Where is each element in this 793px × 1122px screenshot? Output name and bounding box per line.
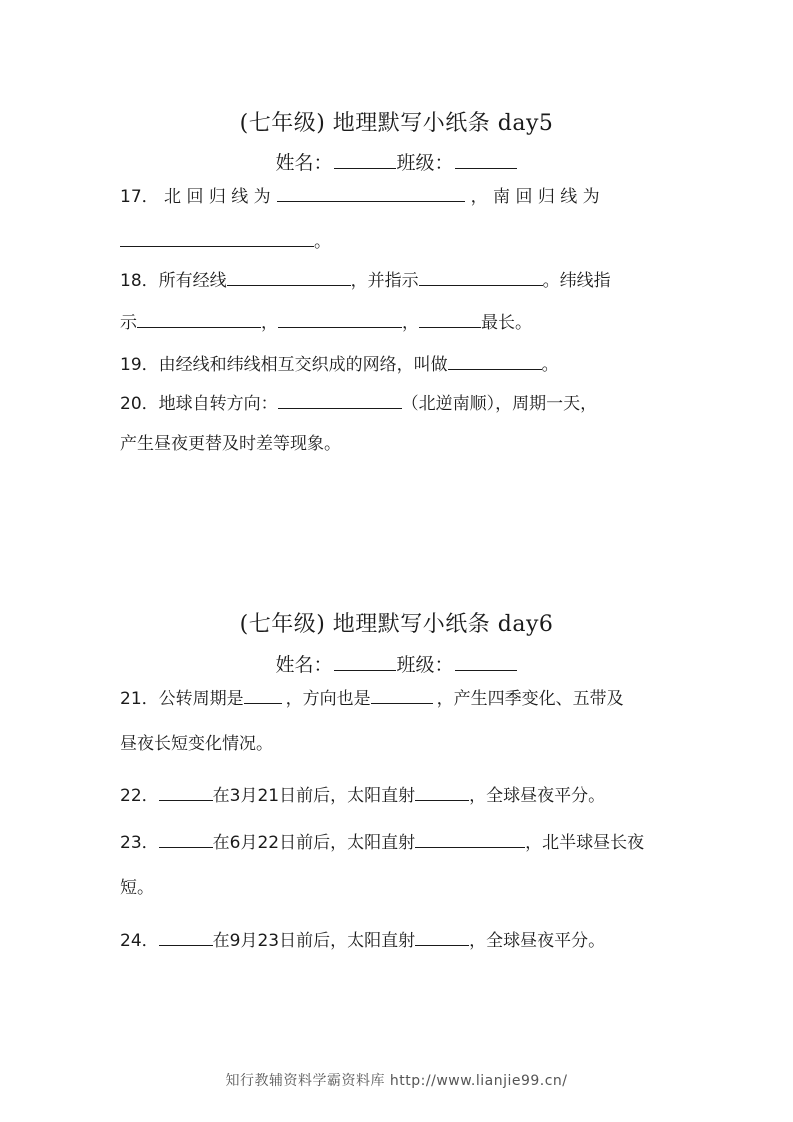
q18-text-f: ， <box>402 313 419 333</box>
sheet2-name-class-line <box>0 650 793 677</box>
q20-blank-1[interactable] <box>278 391 402 409</box>
q21-text-b: ，方向也是 <box>285 689 371 709</box>
q17-line-2 <box>120 229 675 253</box>
q20-line-1 <box>120 391 675 415</box>
q17-text-a: 17． 北 回 归 线 为 <box>120 187 271 207</box>
q23-line-2 <box>120 877 675 899</box>
q23-blank-1[interactable] <box>159 830 213 848</box>
sheet1-class-blank[interactable] <box>455 150 517 169</box>
q18-text-c: 。纬线指 <box>542 271 611 291</box>
q21-text-a: 21．公转周期是 <box>120 689 244 709</box>
sheet2-name-label: 姓名： <box>275 654 333 676</box>
q24-blank-2[interactable] <box>415 928 469 946</box>
q23-text-b: 在6月22日前后，太阳直射 <box>212 833 416 853</box>
q22-text-c: ，全球昼夜平分。 <box>469 786 606 806</box>
q21-text-c: ，产生四季变化、五带及 <box>436 689 624 709</box>
q17-text-b: ， 南 回 归 线 为 <box>470 187 600 207</box>
q20-text-c: 产生昼夜更替及时差等现象。 <box>120 434 341 454</box>
q21-text-d: 昼夜长短变化情况。 <box>120 734 273 754</box>
q18-text-e: ， <box>261 313 278 333</box>
q22-line-1 <box>120 783 675 807</box>
q18-text-b: ，并指示 <box>350 271 419 291</box>
q17-text-c: 。 <box>314 232 331 252</box>
q23-text-d: 短。 <box>120 878 154 898</box>
q20-line-2 <box>120 433 675 455</box>
q22-text-a: 22． <box>120 786 159 806</box>
sheet1-class-label: 班级： <box>396 152 454 174</box>
q18-line-1 <box>120 268 675 292</box>
footer-watermark: 知行教辅资料学霸资料库 http://www.lianjie99.cn/ <box>225 1073 568 1089</box>
q19-blank-1[interactable] <box>448 352 542 370</box>
q21-line-1 <box>120 686 675 710</box>
q18-blank-1[interactable] <box>227 268 351 286</box>
sheet1-name-blank[interactable] <box>334 150 396 169</box>
q24-text-c: ，全球昼夜平分。 <box>469 931 606 951</box>
q23-text-c: ，北半球昼长夜 <box>525 833 645 853</box>
sheet1-title: (七年级) 地理默写小纸条 day5 <box>239 111 554 136</box>
q18-line-2 <box>120 310 675 334</box>
q18-text-a: 18．所有经线 <box>120 271 227 291</box>
q20-text-b: （北逆南顺），周期一天， <box>401 394 598 414</box>
q21-blank-1[interactable] <box>244 686 282 704</box>
q23-text-a: 23． <box>120 833 159 853</box>
q21-blank-2[interactable] <box>371 686 433 704</box>
q18-blank-5[interactable] <box>419 310 481 328</box>
sheet2-class-label: 班级： <box>396 654 454 676</box>
q22-text-b: 在3月21日前后，太阳直射 <box>212 786 416 806</box>
q22-blank-2[interactable] <box>415 783 469 801</box>
q18-text-d: 示 <box>120 313 137 333</box>
q18-blank-2[interactable] <box>419 268 543 286</box>
q23-blank-2[interactable] <box>415 830 525 848</box>
sheet2-name-blank[interactable] <box>334 652 396 671</box>
q17-blank-2[interactable] <box>120 229 314 247</box>
sheet1-name-class-line <box>0 148 793 175</box>
q18-blank-4[interactable] <box>278 310 402 328</box>
q24-text-a: 24． <box>120 931 159 951</box>
q19-text-a: 19．由经线和纬线相互交织成的网络，叫做 <box>120 355 448 375</box>
q17-blank-1[interactable] <box>277 184 465 202</box>
q18-blank-3[interactable] <box>137 310 261 328</box>
q24-line-1 <box>120 928 675 952</box>
q18-text-g: 最长。 <box>481 313 532 333</box>
q23-line-1 <box>120 830 675 854</box>
q24-blank-1[interactable] <box>159 928 213 946</box>
q17-line-1 <box>120 184 675 208</box>
q19-text-b: 。 <box>541 355 559 375</box>
sheet2-class-blank[interactable] <box>455 652 517 671</box>
q24-text-b: 在9月23日前后，太阳直射 <box>212 931 416 951</box>
q19-line-1 <box>120 352 675 376</box>
sheet2-title: (七年级) 地理默写小纸条 day6 <box>239 612 554 637</box>
q21-line-2 <box>120 733 675 755</box>
q22-blank-1[interactable] <box>159 783 213 801</box>
sheet1-name-label: 姓名： <box>275 152 333 174</box>
q20-text-a: 20．地球自转方向： <box>120 394 278 414</box>
